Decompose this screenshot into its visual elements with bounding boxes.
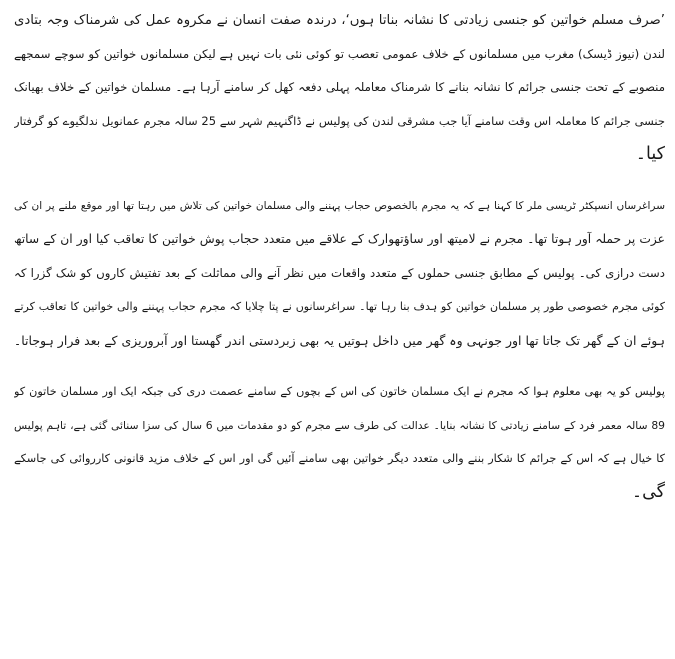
article-paragraph-1 xyxy=(14,4,665,172)
paragraph-line: 89 سالہ معمر فرد کے سامنے زیادتی کا نشانہ بنایا۔ عدالت کی طرف سے مجرم کو دو مقدمات میں 6 سال کی سزا سنائی گئی ہے، تاہم پولیس xyxy=(14,418,665,432)
paragraph-line: لندن (نیوز ڈیسک) مغرب میں مسلمانوں کے خلاف عمومی تعصب تو کوئی نئی بات نہیں ہے لیکن مسلمانوں خواتین کو سوچے سمجھے xyxy=(14,46,665,61)
paragraph-line: ہوئے ان کے گھر تک جاتا تھا اور جونہی وہ گھر میں داخل ہوتیں یہ بھی زبردستی اندر گھستا اور آبروریزی کے بعد فرار ہوجاتا۔ xyxy=(14,332,665,348)
paragraph-line: سراغرساں انسپکٹر ٹریسی ملر کا کہنا ہے کہ یہ مجرم بالخصوص حجاب پہننے والی مسلمان خواتین کی تلاش میں رہتا تھا اور موقع ملنے پر ان کی xyxy=(14,199,665,212)
paragraph-line: دست درازی کی۔ پولیس کے مطابق جنسی حملوں کے متعدد واقعات میں نظر آنے والی مماثلت کے بعد تفتیش کاروں کو شک گزرا کہ xyxy=(14,265,665,280)
paragraph-line: کیا۔ xyxy=(635,144,665,164)
paragraph-line: عزت پر حملہ آور ہوتا تھا۔ مجرم نے لامیتھ اور ساؤتھوارک کے علاقے میں متعدد حجاب پوش خواتین کا تعاقب کیا اور ان کے ساتھ xyxy=(14,232,665,246)
article-paragraph-3 xyxy=(14,375,665,509)
paragraph-line: کوئی مجرم خصوصی طور پر مسلمان خواتین کو ہدف بنا رہا تھا۔ سراغرسانوں نے پتا چلایا کہ مجرم حجاب پہننے والی خواتین کا تعاقب کرتے xyxy=(14,300,665,313)
paragraph-line: ’صرف مسلم خواتین کو جنسی زیادتی کا نشانہ بناتا ہوں‘، درندہ صفت انسان نے مکروہ عمل کی شرمناک وجہ بتادی xyxy=(14,13,665,28)
article-paragraph-2 xyxy=(14,190,665,358)
paragraph-line: پولیس کو یہ بھی معلوم ہوا کہ مجرم نے ایک مسلمان خاتون کی اس کے بچوں کے سامنے عصمت دری کی جبکہ ایک اور مسلمان خاتون کو xyxy=(14,385,665,398)
paragraph-line: گی۔ xyxy=(631,481,665,502)
paragraph-spacer xyxy=(14,357,665,375)
paragraph-line: منصوبے کے تحت جنسی جرائم کا نشانہ بنانے کا شرمناک معاملہ پہلی دفعہ کھل کر سامنے آرہا ہے۔ مسلمان خواتین کے خلاف بھیانک xyxy=(14,80,665,94)
paragraph-line: جنسی جرائم کا معاملہ اس وقت سامنے آیا جب مشرقی لندن کی پولیس نے ڈاگنہیم شہر سے 25 سالہ مجرم عمانویل ندلگیوے کو گرفتار xyxy=(14,113,665,128)
paragraph-line: کا خیال ہے کہ اس کے جرائم کا شکار بننے والی متعدد دیگر خواتین بھی سامنے آئیں گی اور اس کے خلاف مزید قانونی کارروائی کی جاسکے xyxy=(14,452,665,465)
paragraph-spacer xyxy=(14,172,665,190)
